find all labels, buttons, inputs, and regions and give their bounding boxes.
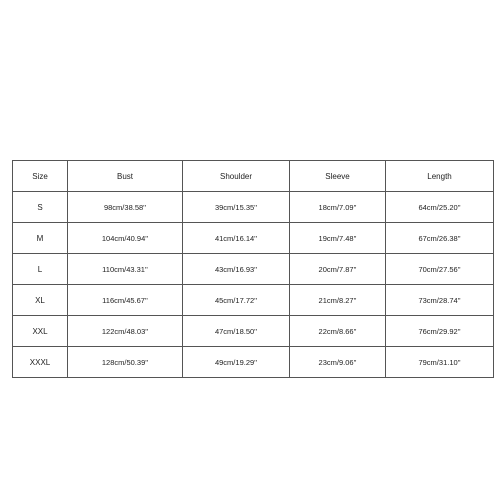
shoulder-cell: 39cm/15.35'' [183, 192, 290, 223]
length-cell: 64cm/25.20'' [386, 192, 494, 223]
table-row [13, 285, 494, 316]
bust-cell: 98cm/38.58'' [68, 192, 183, 223]
table-row [13, 347, 494, 378]
shoulder-cell: 49cm/19.29'' [183, 347, 290, 378]
size-cell: XL [13, 285, 68, 316]
size-cell: S [13, 192, 68, 223]
shoulder-cell: 43cm/16.93'' [183, 254, 290, 285]
bust-cell: 110cm/43.31'' [68, 254, 183, 285]
shoulder-cell: 41cm/16.14'' [183, 223, 290, 254]
bust-cell: 116cm/45.67'' [68, 285, 183, 316]
length-cell: 73cm/28.74'' [386, 285, 494, 316]
shoulder-cell: 47cm/18.50'' [183, 316, 290, 347]
sleeve-cell: 21cm/8.27'' [290, 285, 386, 316]
sleeve-cell: 23cm/9.06'' [290, 347, 386, 378]
header-size: Size [13, 161, 68, 192]
sleeve-cell: 19cm/7.48'' [290, 223, 386, 254]
table-row [13, 223, 494, 254]
length-cell: 70cm/27.56'' [386, 254, 494, 285]
length-cell: 67cm/26.38'' [386, 223, 494, 254]
sleeve-cell: 20cm/7.87'' [290, 254, 386, 285]
bust-cell: 128cm/50.39'' [68, 347, 183, 378]
header-shoulder: Shoulder [183, 161, 290, 192]
bust-cell: 122cm/48.03'' [68, 316, 183, 347]
bust-cell: 104cm/40.94'' [68, 223, 183, 254]
header-bust: Bust [68, 161, 183, 192]
header-length: Length [386, 161, 494, 192]
table-header-row [13, 161, 494, 192]
size-cell: XXXL [13, 347, 68, 378]
length-cell: 76cm/29.92'' [386, 316, 494, 347]
length-cell: 79cm/31.10'' [386, 347, 494, 378]
size-cell: L [13, 254, 68, 285]
sleeve-cell: 18cm/7.09'' [290, 192, 386, 223]
size-cell: M [13, 223, 68, 254]
table-row [13, 192, 494, 223]
table-row [13, 254, 494, 285]
table-row [13, 316, 494, 347]
sleeve-cell: 22cm/8.66'' [290, 316, 386, 347]
shoulder-cell: 45cm/17.72'' [183, 285, 290, 316]
size-chart-table [12, 160, 494, 378]
size-cell: XXL [13, 316, 68, 347]
header-sleeve: Sleeve [290, 161, 386, 192]
